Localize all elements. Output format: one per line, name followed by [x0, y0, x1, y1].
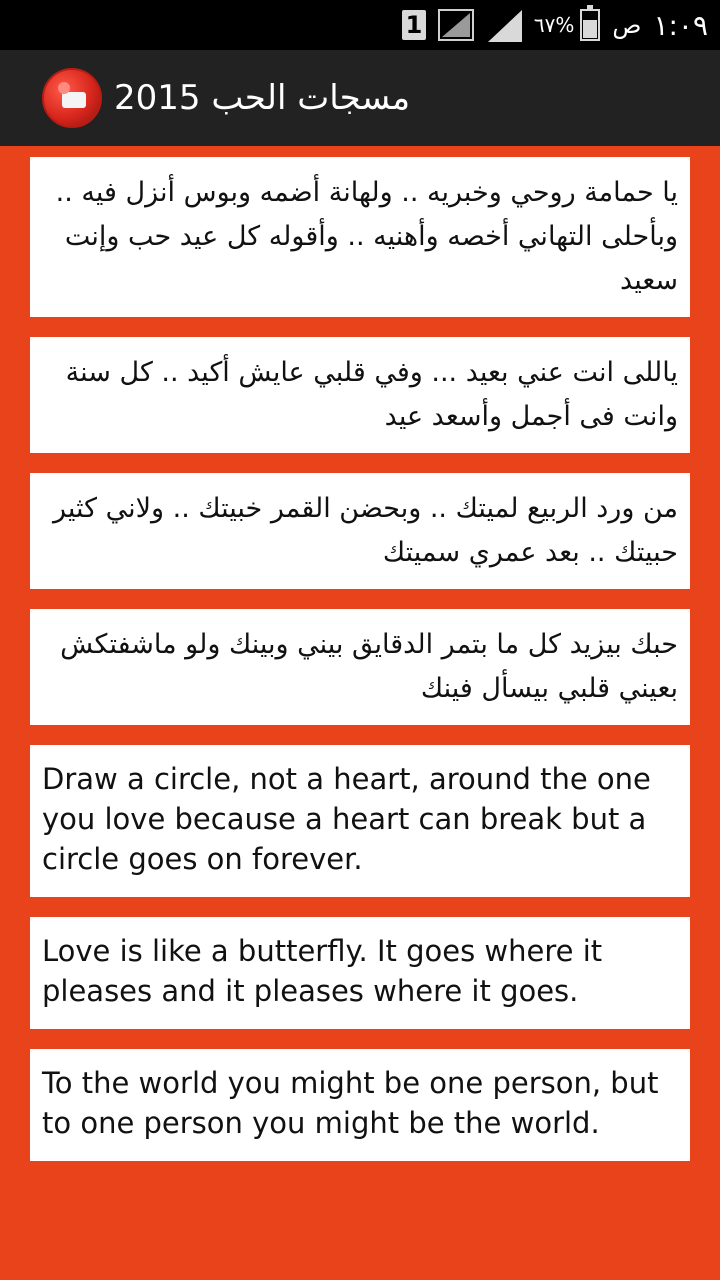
message-card[interactable] — [30, 1049, 690, 1161]
sim-label: 1 — [405, 11, 423, 39]
app-logo-icon[interactable] — [42, 68, 102, 128]
status-bar — [0, 0, 720, 50]
message-text: حبك بيزيد كل ما بتمر الدقايق بيني وبينك ولو ماشفتكش بعيني قلبي بيسأل فينك — [60, 629, 678, 704]
battery-group — [534, 9, 601, 41]
battery-percent: ٦٧% — [533, 13, 575, 37]
message-text: Draw a circle, not a heart, around the one you love because a heart can break but a circle goes on forever. — [42, 762, 651, 876]
message-card[interactable] — [30, 917, 690, 1029]
message-card[interactable] — [30, 745, 690, 897]
clock-time: ١:٠٩ — [653, 8, 708, 42]
message-list — [30, 157, 690, 1181]
action-bar — [0, 50, 720, 146]
message-text: يا حمامة روحي وخبريه .. ولهانة أضمه وبوس أنزل فيه .. وبأحلى التهاني أخصه وأهنيه .. وأقوله كل عيد حب وإنت سعيد — [55, 177, 678, 296]
clock-ampm: ص — [612, 11, 642, 39]
signal-strength-icon — [486, 8, 522, 42]
sim-indicator-icon — [402, 10, 426, 40]
message-card[interactable] — [30, 157, 690, 317]
message-text: من ورد الربيع لميتك .. وبحضن القمر خبيتك .. ولاني كثير حبيتك .. بعد عمري سميتك — [52, 493, 678, 568]
message-text: To the world you might be one person, but to one person you might be the world. — [42, 1066, 659, 1140]
message-text: ياللى انت عني بعيد ... وفي قلبي عايش أكيد .. كل سنة وانت فى أجمل وأسعد عيد — [65, 357, 678, 432]
no-data-icon — [438, 9, 474, 41]
message-text: Love is like a butterfly. It goes where it pleases and it pleases where it goes. — [42, 934, 603, 1008]
app-title: مسجات الحب 2015 — [114, 78, 411, 118]
message-card[interactable] — [30, 337, 690, 453]
message-card[interactable] — [30, 473, 690, 589]
message-card[interactable] — [30, 609, 690, 725]
battery-icon — [580, 9, 600, 41]
